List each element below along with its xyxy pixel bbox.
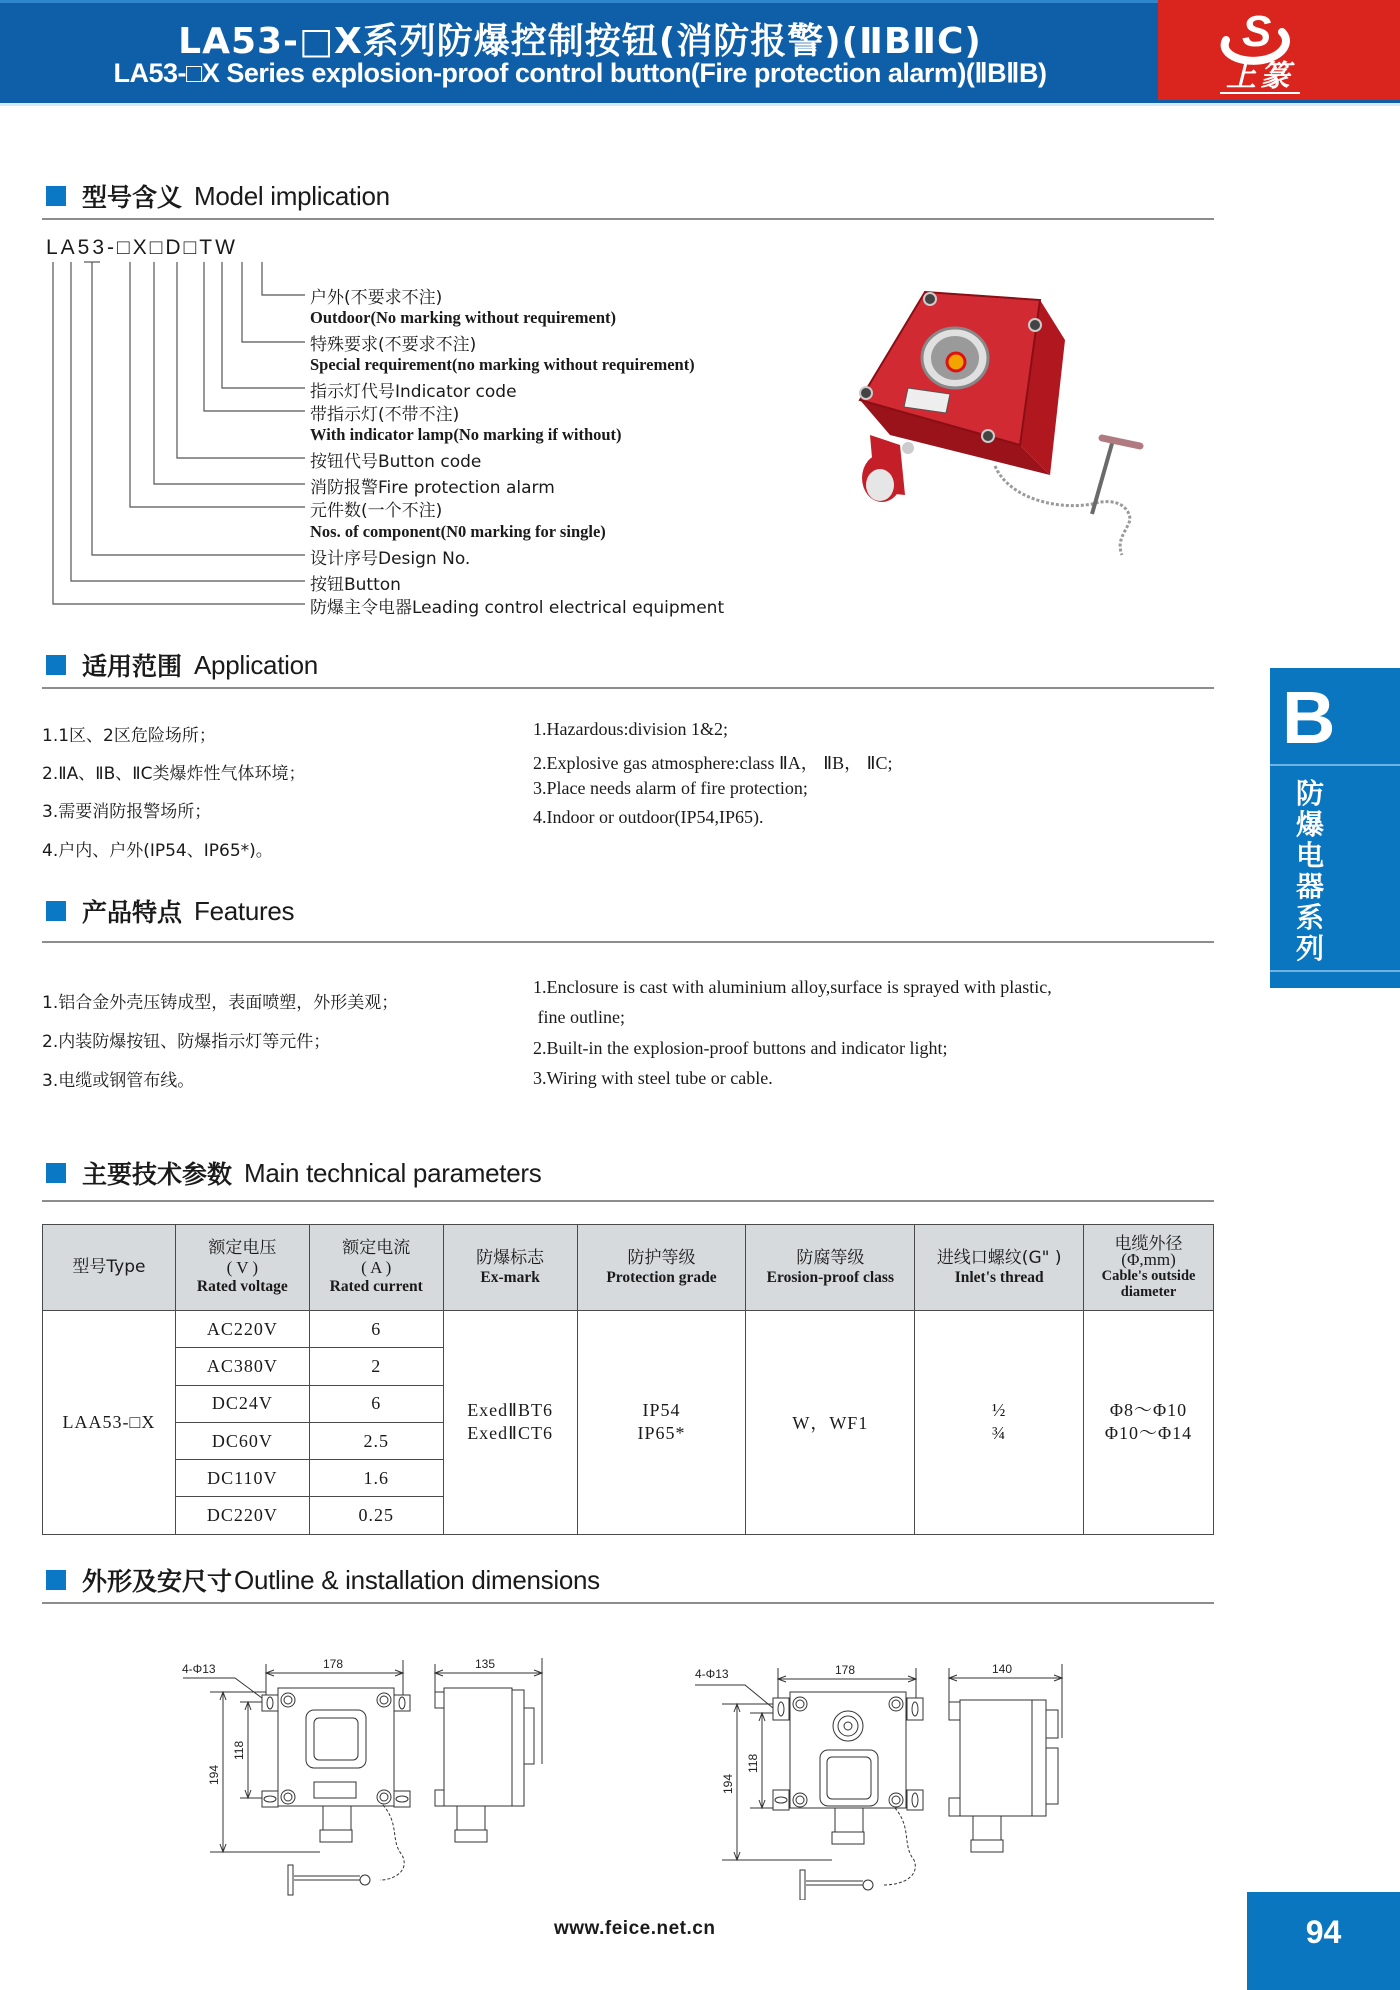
header-label-en: Cable's outside diameter (1101, 1267, 1196, 1300)
features-item-en: 3.Wiring with steel tube or cable. (533, 1068, 773, 1088)
thread-value: ¾ (991, 1423, 1007, 1444)
header-label: 防爆标志 (476, 1247, 545, 1268)
header-label: 进线口螺纹(G" ) (936, 1247, 1062, 1268)
svg-text:S: S (1242, 7, 1272, 56)
dim-depth: 135 (475, 1657, 496, 1671)
page-number: 94 (1305, 1914, 1342, 1950)
impl-line: 按钮Button (310, 575, 401, 595)
dim-depth: 140 (992, 1662, 1013, 1676)
category-side-tab (1270, 668, 1400, 988)
parameters-table (42, 1224, 1214, 1535)
page-number-box (1247, 1892, 1400, 1990)
cell-cable-diameter (1084, 1311, 1214, 1535)
section-title-en: Application (194, 649, 318, 680)
dim-holes: 4-Φ13 (695, 1667, 729, 1681)
impl-line: 特殊要求(不要求不注) (310, 335, 477, 355)
cell-voltage: DC60V (175, 1422, 309, 1459)
application-item-en: 1.Hazardous:division 1&2; (533, 719, 728, 739)
impl-line: 按钮代号Button code (310, 452, 482, 472)
header-cable-diameter (1084, 1225, 1214, 1311)
cell-current: 6 (309, 1385, 443, 1422)
cell-current: 6 (309, 1311, 443, 1348)
header-ex-mark (443, 1225, 577, 1311)
section-heading-outline (46, 1562, 600, 1598)
impl-line: 设计序号Design No. (310, 549, 471, 569)
section-marker-icon (46, 1163, 66, 1183)
section-title-en: Features (194, 895, 295, 926)
dim-height: 194 (721, 1773, 735, 1794)
features-item-cn: 3.电缆或钢管布线。 (42, 1071, 195, 1091)
impl-line: 消防报警Fire protection alarm (310, 478, 555, 498)
protection-value: IP65* (637, 1423, 686, 1444)
impl-line: 户外(不要求不注) (310, 288, 443, 308)
cell-current: 2 (309, 1348, 443, 1385)
features-item-en: 2.Built-in the explosion-proof buttons and indicator light; (533, 1038, 948, 1058)
impl-line: 指示灯代号Indicator code (310, 382, 517, 402)
section-title-en: Model implication (194, 180, 390, 211)
cell-inlet-thread (915, 1311, 1084, 1535)
protection-value: IP54 (642, 1400, 681, 1421)
ex-mark-value: ExedⅡCT6 (467, 1423, 554, 1444)
impl-line: 元件数(一个不注) (310, 501, 443, 521)
cell-voltage: DC220V (175, 1497, 309, 1534)
dim-width: 178 (835, 1663, 856, 1677)
outline-drawing-variant-2 (680, 1640, 1080, 1900)
cell-current: 1.6 (309, 1460, 443, 1497)
section-heading-params (46, 1155, 541, 1191)
section-marker-icon (46, 1570, 66, 1590)
impl-line: 防爆主令电器Leading control electrical equipment (310, 598, 725, 618)
header-inlet-thread (915, 1225, 1084, 1311)
dim-mount: 118 (232, 1740, 246, 1760)
section-divider (42, 1200, 1214, 1202)
application-item-cn: 3.需要消防报警场所； (42, 802, 212, 822)
side-tab-divider (1270, 764, 1400, 766)
application-item-en: 2.Explosive gas atmosphere:class ⅡA， ⅡB， ⅡC; (533, 753, 893, 773)
section-marker-icon (46, 901, 66, 921)
cell-erosion-class: W，WF1 (746, 1311, 915, 1535)
impl-line: 带指示灯(不带不注) (310, 405, 460, 425)
category-label: 防爆电器系列 (1295, 777, 1324, 965)
cell-voltage: AC220V (175, 1311, 309, 1348)
header-label: 防腐等级 (796, 1247, 865, 1268)
section-marker-icon (46, 655, 66, 675)
header-rated-voltage (175, 1225, 309, 1311)
section-divider (42, 1602, 1214, 1604)
section-title-cn: 主要技术参数 (82, 1160, 233, 1189)
cell-ex-mark (443, 1311, 577, 1535)
header-label-en: Rated voltage (196, 1278, 288, 1295)
header-unit: ( V ) (226, 1258, 259, 1277)
title-english: LA53-□X Series explosion-proof control button(Fire protection alarm)(ⅡBⅡB) (113, 58, 1047, 88)
impl-line: With indicator lamp(No marking if without) (310, 425, 622, 444)
header-erosion-proof-class (746, 1225, 915, 1311)
section-title-en: Main technical parameters (244, 1157, 542, 1188)
header-label: 额定电流 (342, 1238, 411, 1258)
features-item-cn: 2.内装防爆按钮、防爆指示灯等元件； (42, 1032, 331, 1052)
header-label: 电缆外径 (1114, 1233, 1183, 1254)
features-item-en: fine outline; (533, 1007, 625, 1027)
header-label: 额定电压 (208, 1238, 277, 1258)
cell-type: LAA53-□X (43, 1311, 176, 1535)
logo-text: 上篆 (1220, 62, 1300, 94)
features-item-en: 1.Enclosure is cast with aluminium alloy,surface is sprayed with plastic, (533, 977, 1052, 997)
dim-holes: 4-Φ13 (182, 1662, 216, 1676)
table-row (43, 1311, 1214, 1348)
header-label-en: Protection grade (606, 1268, 717, 1286)
cell-voltage: DC24V (175, 1385, 309, 1422)
header-label: 型号Type (72, 1257, 146, 1277)
application-item-cn: 1.1区、2区危险场所； (42, 726, 216, 746)
table-header-row (43, 1225, 1214, 1311)
header-label: 防护等级 (627, 1247, 696, 1268)
title-chinese: LA53-□X系列防爆控制按钮(消防报警)(ⅡBⅡC) (178, 21, 982, 62)
section-title-cn: 型号含义 (82, 183, 183, 212)
cell-current: 2.5 (309, 1422, 443, 1459)
header-unit: (Φ,mm) (1121, 1249, 1176, 1269)
section-divider (42, 687, 1214, 689)
impl-line: Nos. of component(N0 marking for single) (310, 522, 606, 541)
features-item-cn: 1.铝合金外壳压铸成型，表面喷塑，外形美观； (42, 993, 399, 1013)
cell-protection-grade (577, 1311, 746, 1535)
cell-voltage: DC110V (175, 1460, 309, 1497)
header-label-en: Ex-mark (480, 1268, 540, 1286)
section-title-cn: 适用范围 (82, 652, 183, 681)
dim-height: 194 (207, 1764, 221, 1785)
cable-value: Φ10～Φ14 (1104, 1423, 1193, 1444)
category-letter: B (1282, 676, 1336, 759)
header-rated-current (309, 1225, 443, 1311)
header-label-en: Inlet's thread (954, 1268, 1044, 1286)
side-tab-divider (1270, 970, 1400, 972)
section-title-cn: 产品特点 (82, 898, 183, 927)
dim-width: 178 (323, 1657, 344, 1671)
impl-line: Special requirement(no marking without requirement) (310, 355, 695, 374)
outline-drawing-variant-1 (170, 1640, 570, 1900)
cable-value: Φ8～Φ10 (1109, 1400, 1188, 1421)
model-code: LA53-□X□D□TW (46, 236, 238, 259)
product-photo (830, 270, 1230, 590)
section-heading-application (46, 647, 318, 683)
header-label-en: Erosion-proof class (766, 1268, 894, 1286)
header-label-en: Rated current (329, 1278, 423, 1295)
header-type (43, 1225, 176, 1311)
application-item-cn: 2.ⅡA、ⅡB、ⅡC类爆炸性气体环境； (42, 764, 306, 784)
impl-line: Outdoor(No marking without requirement) (310, 308, 617, 327)
cell-current: 0.25 (309, 1497, 443, 1534)
header-unit: ( A ) (361, 1258, 392, 1277)
brand-logo (1158, 0, 1400, 100)
section-title-en: Outline & installation dimensions (234, 1564, 600, 1595)
cell-voltage: AC380V (175, 1348, 309, 1385)
application-item-cn: 4.户内、户外(IP54、IP65*)。 (42, 841, 273, 861)
model-code-tree-lines (0, 0, 320, 620)
section-title-cn: 外形及安尺寸 (82, 1567, 233, 1596)
application-item-en: 3.Place needs alarm of fire protection; (533, 778, 808, 798)
header-protection-grade (577, 1225, 746, 1311)
section-divider (42, 941, 1214, 943)
dim-mount: 118 (746, 1753, 760, 1773)
section-heading-features (46, 893, 294, 929)
application-item-en: 4.Indoor or outdoor(IP54,IP65). (533, 807, 764, 827)
thread-value: ½ (991, 1400, 1007, 1421)
website-url[interactable]: www.feice.net.cn (554, 1918, 716, 1939)
ex-mark-value: ExedⅡBT6 (467, 1400, 554, 1421)
